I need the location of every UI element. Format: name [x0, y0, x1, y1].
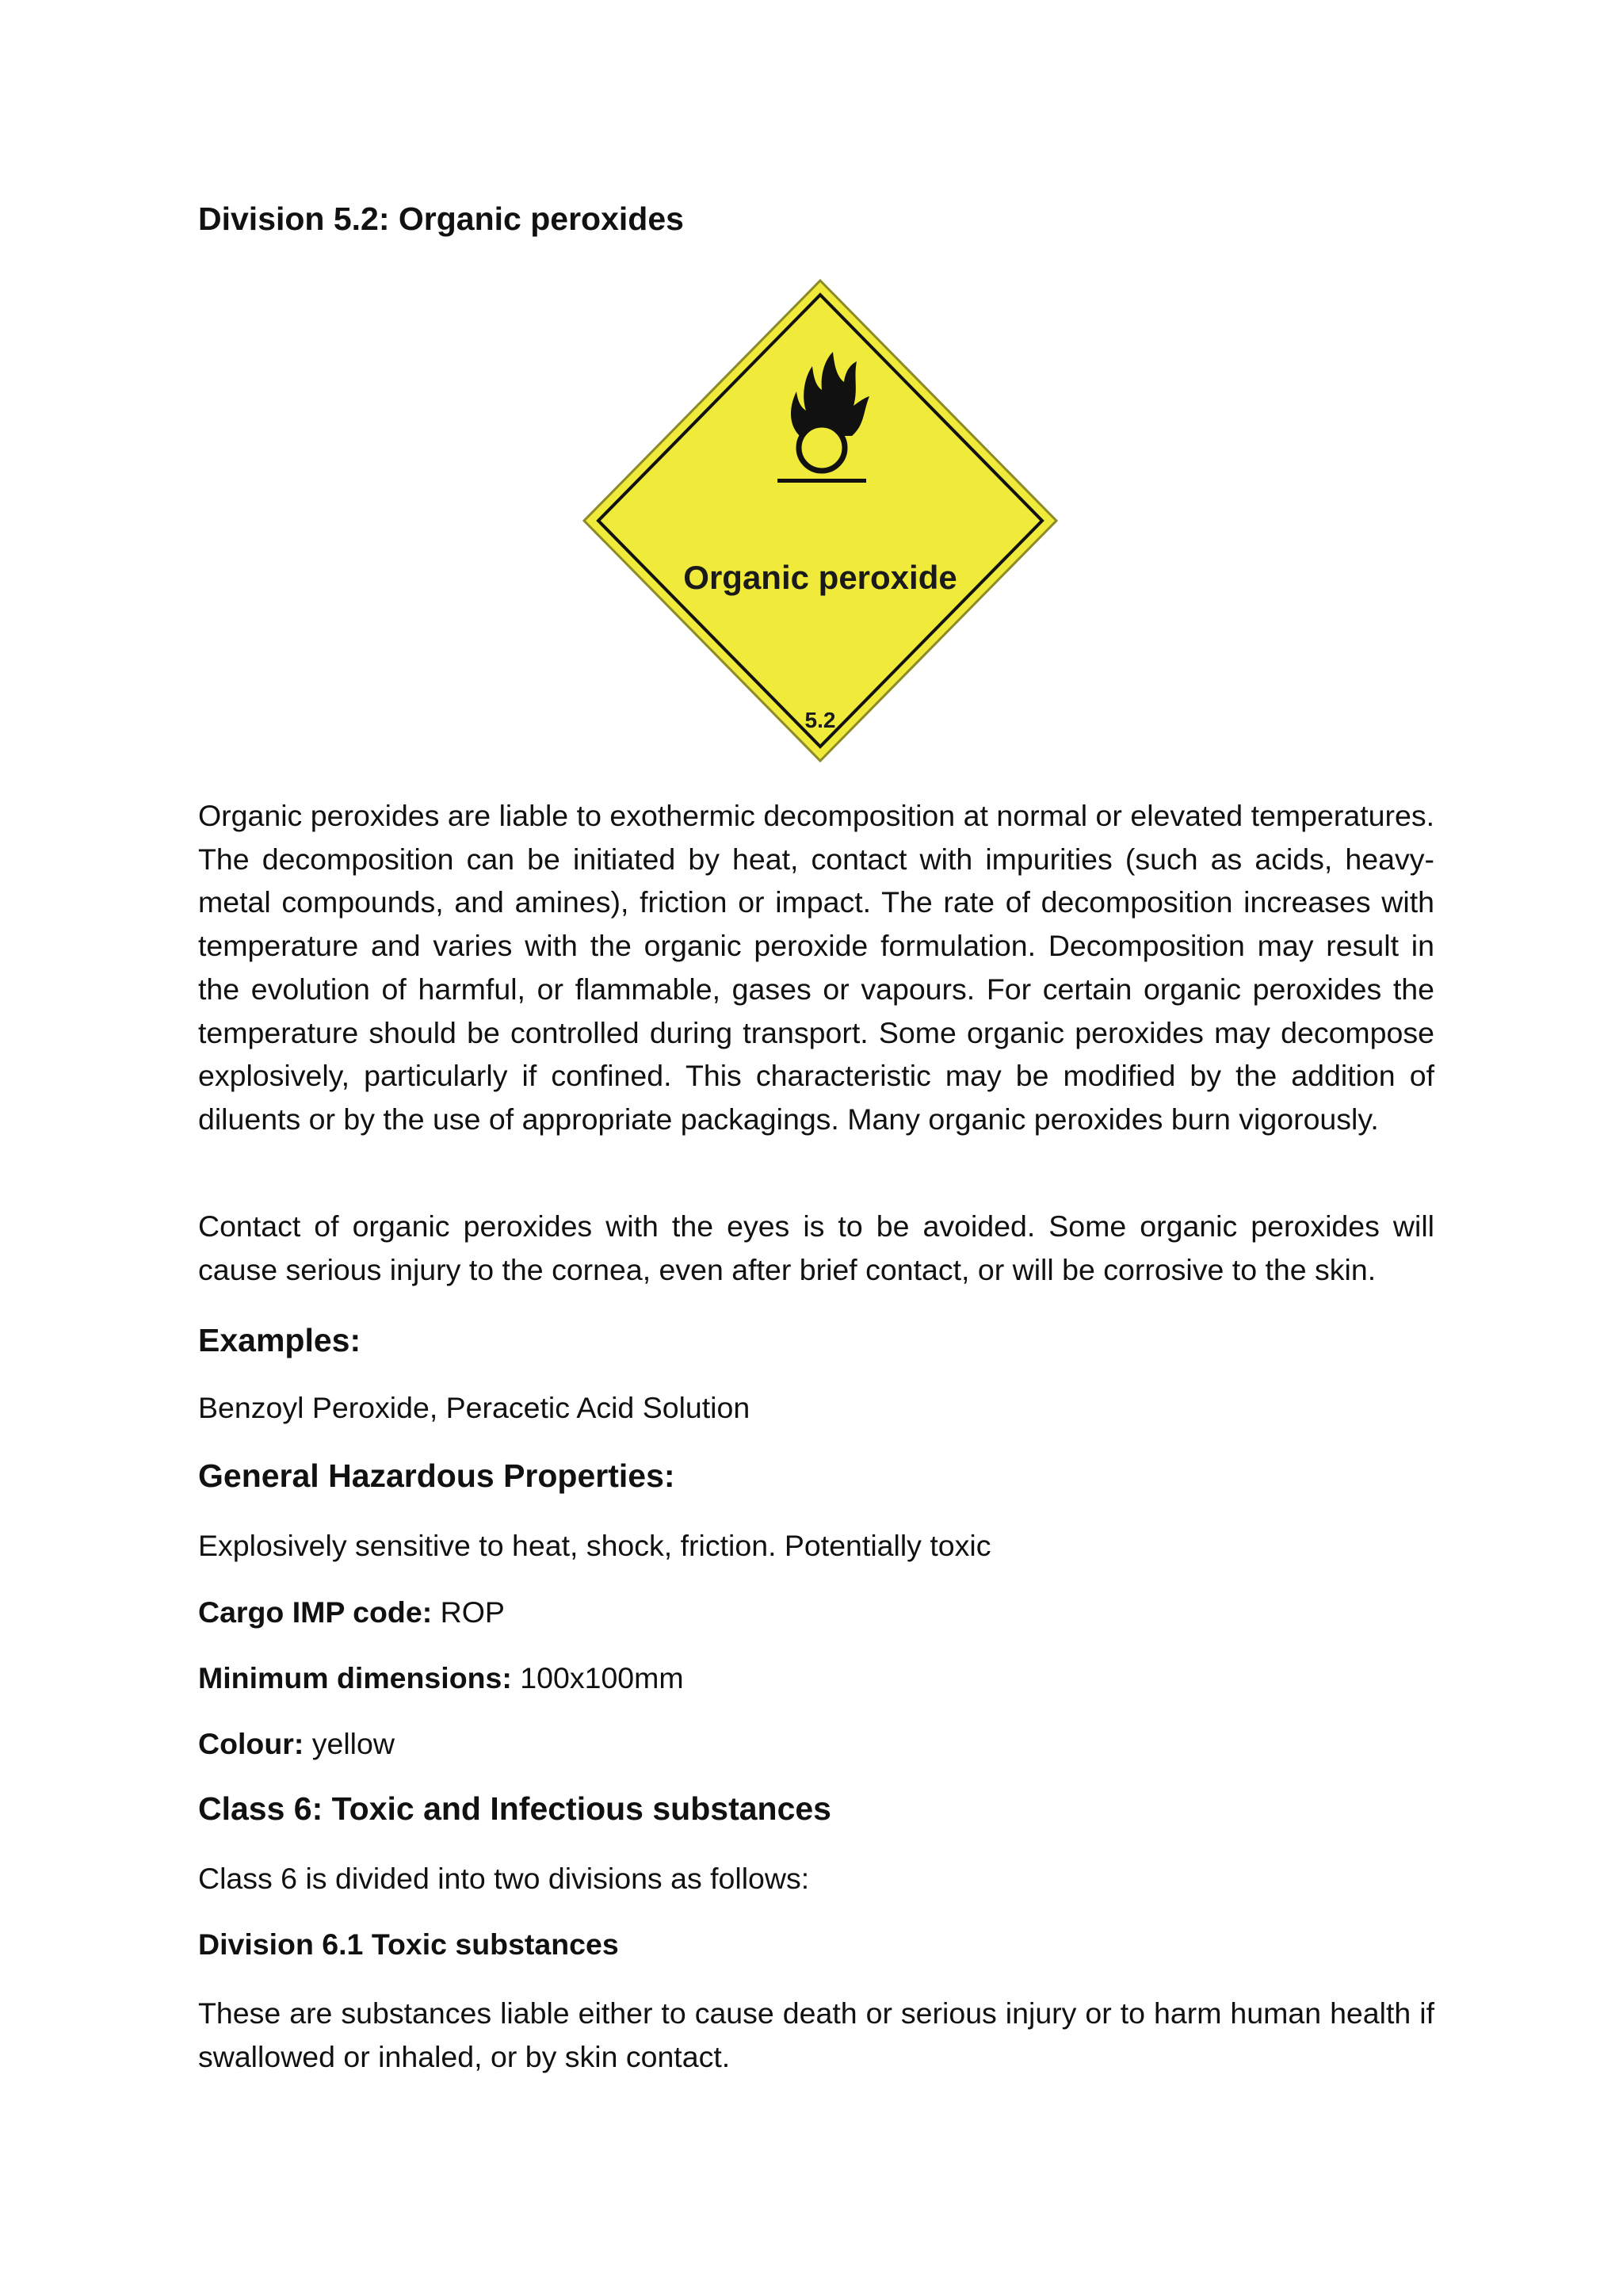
class6-intro: Class 6 is divided into two divisions as follows:	[198, 1862, 810, 1895]
general-text: Explosively sensitive to heat, shock, friction. Potentially toxic	[198, 1529, 991, 1562]
examples-heading: Examples:	[198, 1322, 361, 1358]
paragraph-contact: Contact of organic peroxides with the eyes is to be avoided. Some organic peroxides will cause serious injury to the cornea, even after brief contact, or will be corrosive to the skin.	[198, 1209, 1434, 1286]
label-text: Organic peroxide	[683, 559, 957, 596]
division61-text: These are substances liable either to cause death or serious injury or to harm human health if swallowed or inhaled, or by skin contact.	[198, 1996, 1434, 2073]
imp-code-line	[198, 1593, 505, 1632]
imp-code-value: ROP	[432, 1595, 505, 1629]
dimensions-line	[198, 1659, 684, 1698]
dimensions-key: Minimum dimensions:	[198, 1661, 512, 1694]
colour-value: yellow	[304, 1727, 395, 1760]
class6-heading: Class 6: Toxic and Infectious substances	[198, 1790, 831, 1827]
colour-line	[198, 1725, 395, 1763]
label-number: 5.2	[804, 708, 836, 732]
dimensions-value: 100x100mm	[511, 1661, 684, 1694]
general-heading: General Hazardous Properties:	[198, 1457, 675, 1494]
division61-title: Division 6.1 Toxic substances	[198, 1927, 619, 1961]
hazard-diamond-graphic	[582, 279, 1058, 762]
hazard-label	[582, 279, 1058, 762]
paragraph-decomposition: Organic peroxides are liable to exothermic decomposition at normal or elevated temperatures. The decomposition can be initiated by heat, contact with impurities (such as acids, heavy-metal compounds, and amines), friction or impact. The rate of decomposition increases with temperature and varies with the organic peroxide formulation. Decomposition may result in the evolution of harmful, or flammable, gases or vapours. For certain organic peroxides the temperature should be controlled during transport. Some organic peroxides may decompose explosively, particularly if confined. This characteristic may be modified by the addition of diluents or by the use of appropriate packagings. Many organic peroxides burn vigorously.	[198, 799, 1434, 1136]
examples-text: Benzoyl Peroxide, Peracetic Acid Solution	[198, 1391, 750, 1424]
division-heading: Division 5.2: Organic peroxides	[198, 201, 684, 237]
colour-key: Colour:	[198, 1727, 304, 1760]
imp-code-key: Cargo IMP code:	[198, 1595, 433, 1629]
